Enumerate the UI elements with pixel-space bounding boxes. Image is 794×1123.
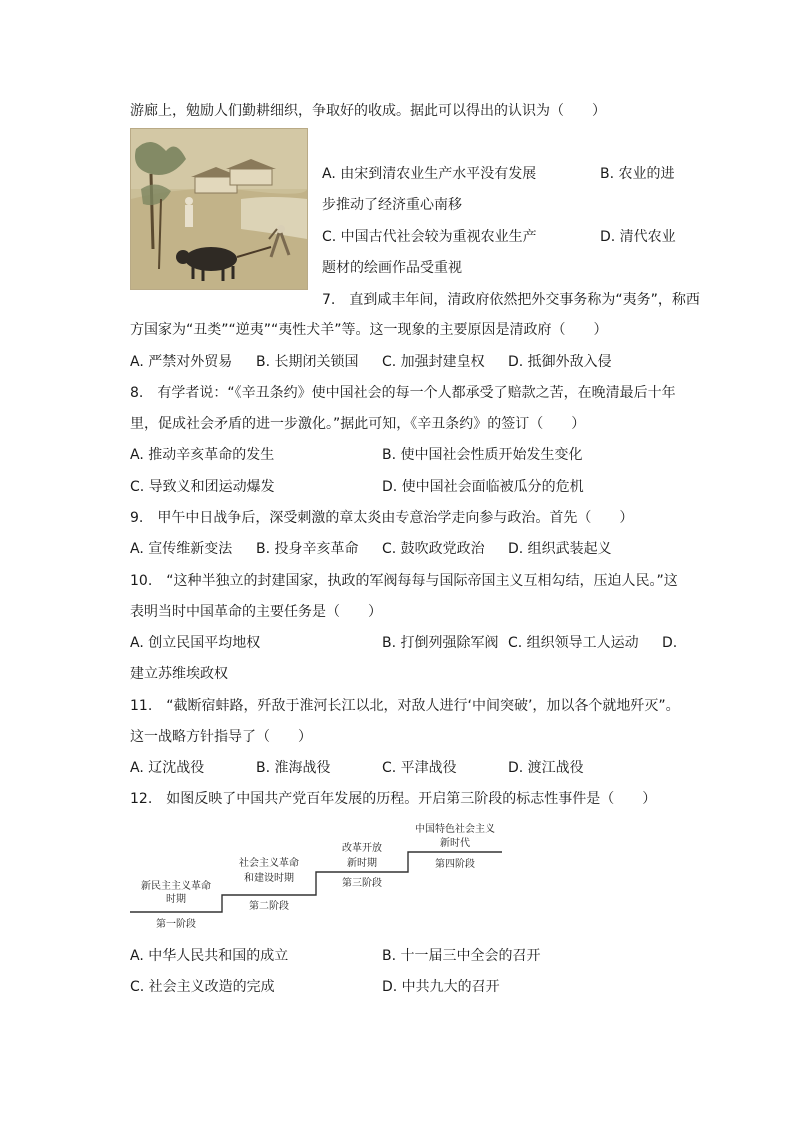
q9-option-b[interactable]: B. 投身辛亥革命 — [256, 541, 359, 557]
q8-stem-line2: 里，促成社会矛盾的进一步激化。”据此可知，《辛丑条约》的签订（ ） — [130, 416, 586, 432]
q8-option-c[interactable]: C. 导致义和团运动爆发 — [130, 479, 275, 495]
q6-option-c[interactable]: C. 中国古代社会较为重视农业生产 — [322, 229, 537, 245]
q12-option-b[interactable]: B. 十一届三中全会的召开 — [382, 948, 541, 964]
q6-option-a[interactable]: A. 由宋到清农业生产水平没有发展 — [322, 166, 537, 182]
stage2-label: 第二阶段 — [249, 901, 289, 912]
q7-option-b[interactable]: B. 长期闭关锁国 — [256, 354, 359, 370]
q11-stem-line2: 这一战略方针指导了（ ） — [130, 729, 312, 745]
stage3-top-line1: 改革开放 — [342, 843, 382, 854]
stage1-top-line2: 时期 — [166, 894, 186, 905]
q9-option-a[interactable]: A. 宣传维新变法 — [130, 541, 233, 557]
stage3-label: 第三阶段 — [342, 878, 382, 889]
q6-stem-tail: 游廊上，勉励人们勤耕细织，争取好的收成。据此可以得出的认识为（ ） — [130, 103, 606, 119]
q8-stem-line1: 8. 有学者说：“《辛丑条约》使中国社会的每一个人都承受了赔款之苦，在晚清最后十年 — [130, 385, 676, 401]
q12-option-d[interactable]: D. 中共九大的召开 — [382, 979, 500, 995]
q8-option-d[interactable]: D. 使中国社会面临被瓜分的危机 — [382, 479, 584, 495]
stage2-top-line2: 和建设时期 — [244, 873, 294, 884]
q12-option-c[interactable]: C. 社会主义改造的完成 — [130, 979, 275, 995]
q9-option-c[interactable]: C. 鼓吹政党政治 — [382, 541, 485, 557]
q8-option-b[interactable]: B. 使中国社会性质开始发生变化 — [382, 447, 583, 463]
q7-option-a[interactable]: A. 严禁对外贸易 — [130, 354, 233, 370]
stage4-top-line2: 新时代 — [440, 838, 470, 849]
q6-option-b-cont: 步推动了经济重心南移 — [322, 197, 462, 213]
q11-option-d[interactable]: D. 渡江战役 — [508, 760, 584, 776]
stage4-label: 第四阶段 — [435, 859, 475, 870]
q7-option-d[interactable]: D. 抵御外敌入侵 — [508, 354, 612, 370]
q10-option-a[interactable]: A. 创立民国平均地权 — [130, 635, 261, 651]
q7-stem-line2: 方国家为“丑类”“逆夷”“夷性犬羊”等。这一现象的主要原因是清政府（ ） — [130, 322, 608, 338]
q11-option-c[interactable]: C. 平津战役 — [382, 760, 457, 776]
q10-option-d-cont: 建立苏维埃政权 — [130, 666, 228, 682]
q10-option-d[interactable]: D. — [662, 635, 678, 651]
farming-painting-image — [130, 128, 308, 290]
stage2-top-line1: 社会主义革命 — [239, 858, 299, 869]
q6-option-b[interactable]: B. 农业的进 — [600, 166, 675, 182]
q11-option-b[interactable]: B. 淮海战役 — [256, 760, 331, 776]
q11-stem-line1: 11. “截断宿蚌路，歼敌于淮河长江以北，对敌人进行‘中间突破’，加以各个就地歼灭”。 — [130, 698, 680, 714]
q10-stem-line2: 表明当时中国革命的主要任务是（ ） — [130, 604, 382, 620]
stage3-top-line2: 新时期 — [347, 858, 377, 869]
cpc-history-stage-diagram — [130, 820, 510, 935]
stage1-label: 第一阶段 — [156, 919, 196, 930]
q6-option-d[interactable]: D. 清代农业 — [600, 229, 676, 245]
q11-option-a[interactable]: A. 辽沈战役 — [130, 760, 205, 776]
stage1-top-line1: 新民主主义革命 — [141, 881, 211, 892]
q10-stem-line1: 10. “这种半独立的封建国家，执政的军阀每每与国际帝国主义互相勾结，压迫人民。”这 — [130, 573, 678, 589]
q12-stem: 12. 如图反映了中国共产党百年发展的历程。开启第三阶段的标志性事件是（ ） — [130, 791, 657, 807]
q7-stem-line1: 7. 直到咸丰年间，清政府依然把外交事务称为“夷务”，称西 — [322, 292, 700, 308]
q8-option-a[interactable]: A. 推动辛亥革命的发生 — [130, 447, 275, 463]
q10-option-c[interactable]: C. 组织领导工人运动 — [508, 635, 639, 651]
stage4-top-line1: 中国特色社会主义 — [415, 824, 495, 835]
q9-option-d[interactable]: D. 组织武装起义 — [508, 541, 612, 557]
q10-option-b[interactable]: B. 打倒列强除军阀 — [382, 635, 499, 651]
q7-option-c[interactable]: C. 加强封建皇权 — [382, 354, 485, 370]
q6-option-d-cont: 题材的绘画作品受重视 — [322, 260, 462, 276]
q9-stem: 9. 甲午中日战争后，深受刺激的章太炎由专意治学走向参与政治。首先（ ） — [130, 510, 634, 526]
q12-option-a[interactable]: A. 中华人民共和国的成立 — [130, 948, 289, 964]
